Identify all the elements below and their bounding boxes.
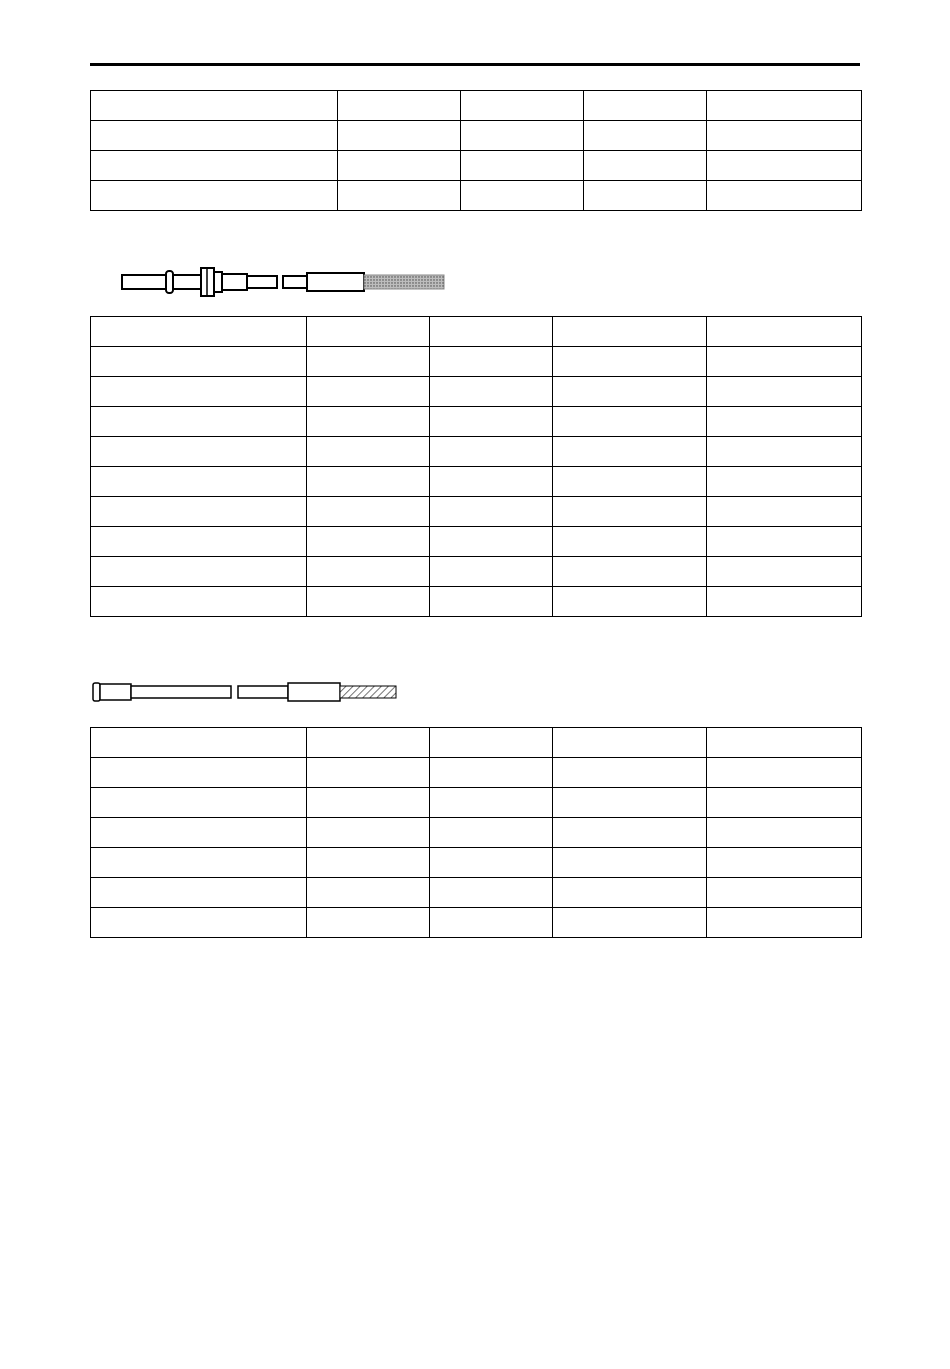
table-3-cell bbox=[553, 818, 707, 848]
table-2-cell bbox=[91, 497, 307, 527]
table-3-cell bbox=[307, 908, 430, 938]
table-3-cell bbox=[430, 758, 553, 788]
table-3-cell bbox=[430, 788, 553, 818]
table-3-cell bbox=[307, 818, 430, 848]
table-3-cell bbox=[91, 878, 307, 908]
table-2-cell bbox=[707, 317, 862, 347]
table-2-row bbox=[91, 587, 862, 617]
table-2-cell bbox=[707, 557, 862, 587]
table-3-cell bbox=[707, 728, 862, 758]
spec-table-3 bbox=[90, 727, 862, 938]
table-3-row bbox=[91, 728, 862, 758]
table-3-cell bbox=[553, 878, 707, 908]
table-2-cell bbox=[91, 437, 307, 467]
table-1-cell bbox=[584, 181, 707, 211]
table-2-cell bbox=[430, 347, 553, 377]
table-2-cell bbox=[307, 347, 430, 377]
table-2-cell bbox=[707, 587, 862, 617]
spec-table-2 bbox=[90, 316, 862, 617]
table-3-row bbox=[91, 848, 862, 878]
table-3-cell bbox=[430, 728, 553, 758]
table-3-row bbox=[91, 908, 862, 938]
table-3-row bbox=[91, 788, 862, 818]
table-1-cell bbox=[461, 151, 584, 181]
table-3-cell bbox=[91, 818, 307, 848]
cable-drawing-2 bbox=[90, 680, 402, 704]
table-2-cell bbox=[553, 497, 707, 527]
table-2-cell bbox=[707, 527, 862, 557]
table-2-cell bbox=[307, 317, 430, 347]
table-2-cell bbox=[553, 527, 707, 557]
table-2-cell bbox=[553, 587, 707, 617]
table-2-cell bbox=[553, 347, 707, 377]
table-2-row bbox=[91, 527, 862, 557]
table-2-cell bbox=[91, 347, 307, 377]
table-3-cell bbox=[91, 848, 307, 878]
table-2-cell bbox=[707, 347, 862, 377]
table-3-cell bbox=[430, 878, 553, 908]
table-3-cell bbox=[430, 848, 553, 878]
table-3-cell bbox=[91, 908, 307, 938]
table-1-row bbox=[91, 151, 862, 181]
table-2-cell bbox=[307, 377, 430, 407]
table-2-cell bbox=[430, 587, 553, 617]
table-1-cell bbox=[707, 151, 862, 181]
table-1-cell bbox=[338, 181, 461, 211]
table-3-cell bbox=[553, 908, 707, 938]
table-1-cell bbox=[91, 151, 338, 181]
table-2-row bbox=[91, 377, 862, 407]
table-2-row bbox=[91, 407, 862, 437]
table-1-cell bbox=[707, 181, 862, 211]
table-2-cell bbox=[307, 407, 430, 437]
table-1-cell bbox=[584, 121, 707, 151]
table-2-cell bbox=[553, 467, 707, 497]
table-1-row bbox=[91, 121, 862, 151]
table-2-cell bbox=[707, 437, 862, 467]
table-3-cell bbox=[707, 908, 862, 938]
table-2-row bbox=[91, 557, 862, 587]
table-2-row bbox=[91, 437, 862, 467]
table-3-cell bbox=[91, 788, 307, 818]
table-3-cell bbox=[553, 728, 707, 758]
table-3-cell bbox=[307, 848, 430, 878]
table-2-cell bbox=[707, 377, 862, 407]
table-1-cell bbox=[461, 181, 584, 211]
table-2-cell bbox=[430, 317, 553, 347]
table-1-cell bbox=[584, 91, 707, 121]
table-3-cell bbox=[307, 788, 430, 818]
table-1-cell bbox=[91, 121, 338, 151]
table-2-cell bbox=[307, 437, 430, 467]
table-3-cell bbox=[430, 818, 553, 848]
cable-drawing-1 bbox=[118, 264, 448, 300]
table-3-row bbox=[91, 818, 862, 848]
table-3-cell bbox=[307, 728, 430, 758]
table-2-cell bbox=[553, 377, 707, 407]
table-2-cell bbox=[430, 557, 553, 587]
table-3-cell bbox=[553, 758, 707, 788]
table-2-cell bbox=[91, 587, 307, 617]
table-2-cell bbox=[91, 317, 307, 347]
table-2-row bbox=[91, 347, 862, 377]
table-1-cell bbox=[584, 151, 707, 181]
table-2-cell bbox=[91, 377, 307, 407]
table-3-cell bbox=[707, 788, 862, 818]
table-3-cell bbox=[707, 848, 862, 878]
table-1-cell bbox=[461, 91, 584, 121]
table-1-cell bbox=[461, 121, 584, 151]
table-1-cell bbox=[707, 91, 862, 121]
table-2-row bbox=[91, 317, 862, 347]
table-2-cell bbox=[91, 527, 307, 557]
table-3-cell bbox=[707, 818, 862, 848]
table-2-cell bbox=[707, 407, 862, 437]
table-2-cell bbox=[430, 467, 553, 497]
table-3-cell bbox=[307, 758, 430, 788]
table-2-cell bbox=[307, 557, 430, 587]
table-3-cell bbox=[91, 758, 307, 788]
table-3-cell bbox=[91, 728, 307, 758]
spec-table-1 bbox=[90, 90, 862, 211]
table-2-cell bbox=[307, 467, 430, 497]
table-2-cell bbox=[430, 377, 553, 407]
table-1-cell bbox=[338, 91, 461, 121]
table-2-cell bbox=[91, 557, 307, 587]
table-1-row bbox=[91, 181, 862, 211]
table-3-cell bbox=[430, 908, 553, 938]
table-2-cell bbox=[307, 497, 430, 527]
table-2-cell bbox=[430, 527, 553, 557]
header-rule bbox=[90, 63, 860, 66]
table-2-cell bbox=[91, 407, 307, 437]
table-2-cell bbox=[553, 557, 707, 587]
table-2-cell bbox=[553, 317, 707, 347]
table-2-row bbox=[91, 467, 862, 497]
table-1-cell bbox=[338, 121, 461, 151]
table-2-cell bbox=[553, 437, 707, 467]
table-2-cell bbox=[553, 407, 707, 437]
table-3-cell bbox=[553, 788, 707, 818]
table-2-cell bbox=[307, 587, 430, 617]
table-2-cell bbox=[307, 527, 430, 557]
table-3-cell bbox=[707, 758, 862, 788]
table-2-cell bbox=[91, 467, 307, 497]
table-2-cell bbox=[430, 437, 553, 467]
table-1-cell bbox=[91, 91, 338, 121]
table-3-cell bbox=[307, 878, 430, 908]
table-1-cell bbox=[338, 151, 461, 181]
table-2-cell bbox=[430, 497, 553, 527]
table-2-row bbox=[91, 497, 862, 527]
table-1-cell bbox=[707, 121, 862, 151]
table-3-cell bbox=[553, 848, 707, 878]
table-3-row bbox=[91, 758, 862, 788]
table-2-cell bbox=[707, 467, 862, 497]
table-3-cell bbox=[707, 878, 862, 908]
table-2-cell bbox=[430, 407, 553, 437]
table-2-cell bbox=[707, 497, 862, 527]
table-1-row bbox=[91, 91, 862, 121]
table-1-cell bbox=[91, 181, 338, 211]
table-3-row bbox=[91, 878, 862, 908]
